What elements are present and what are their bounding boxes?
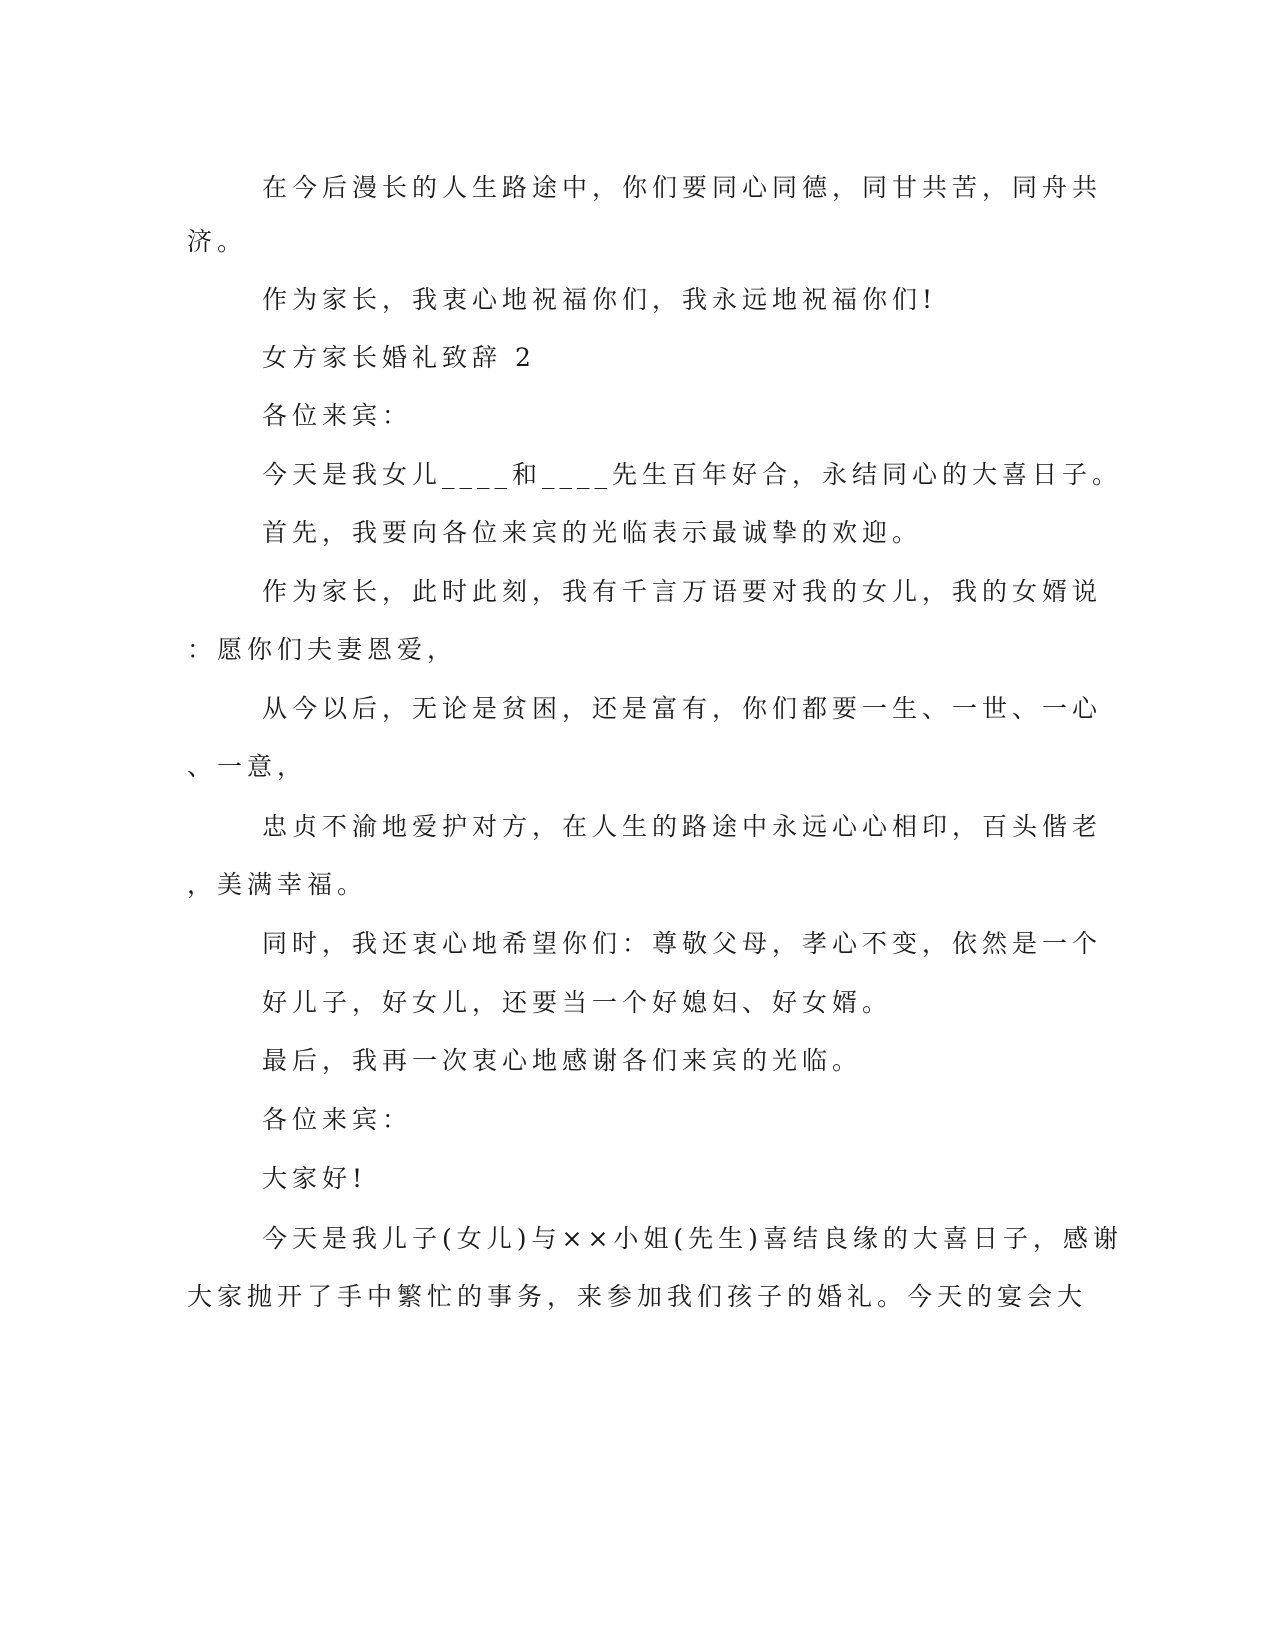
greeting: 大家好! (262, 1164, 368, 1193)
text-line: 好儿子，好女儿，还要当一个好媳妇、好女婿。 (262, 988, 893, 1017)
text-line: 作为家长，此时此刻，我有千言万语要对我的女儿，我的女婿说 (262, 577, 1103, 606)
text-line: 作为家长，我衷心地祝福你们，我永远地祝福你们! (262, 285, 938, 314)
text-line: 在今后漫长的人生路途中，你们要同心同德，同甘共苦，同舟共 (262, 173, 1103, 202)
text-line: ：愿你们夫妻恩爱， (187, 635, 458, 664)
section-heading: 女方家长婚礼致辞 2 (262, 343, 536, 372)
text-line: 最后，我再一次衷心地感谢各们来宾的光临。 (262, 1046, 863, 1075)
text-line: 今天是我女儿____和____先生百年好合，永结同心的大喜日子。 (262, 460, 1123, 489)
text-line: 同时，我还衷心地希望你们：尊敬父母，孝心不变，依然是一个 (262, 929, 1103, 958)
text-line: 大家抛开了手中繁忙的事务，来参加我们孩子的婚礼。今天的宴会大 (187, 1282, 1088, 1311)
salutation: 各位来宾： (262, 1105, 413, 1134)
text-line: 、一意， (187, 752, 308, 781)
salutation: 各位来宾： (262, 401, 413, 430)
text-line: 首先，我要向各位来宾的光临表示最诚挚的欢迎。 (262, 518, 923, 547)
text-line: 济。 (187, 227, 248, 256)
text-line: 忠贞不渝地爱护对方，在人生的路途中永远心心相印，百头偕老 (262, 812, 1103, 841)
text-line: 从今以后，无论是贫困，还是富有，你们都要一生、一世、一心 (262, 694, 1103, 723)
text-line: 今天是我儿子(女儿)与××小姐(先生)喜结良缘的大喜日子，感谢 (262, 1224, 1123, 1253)
text-line: ，美满幸福。 (187, 870, 368, 899)
